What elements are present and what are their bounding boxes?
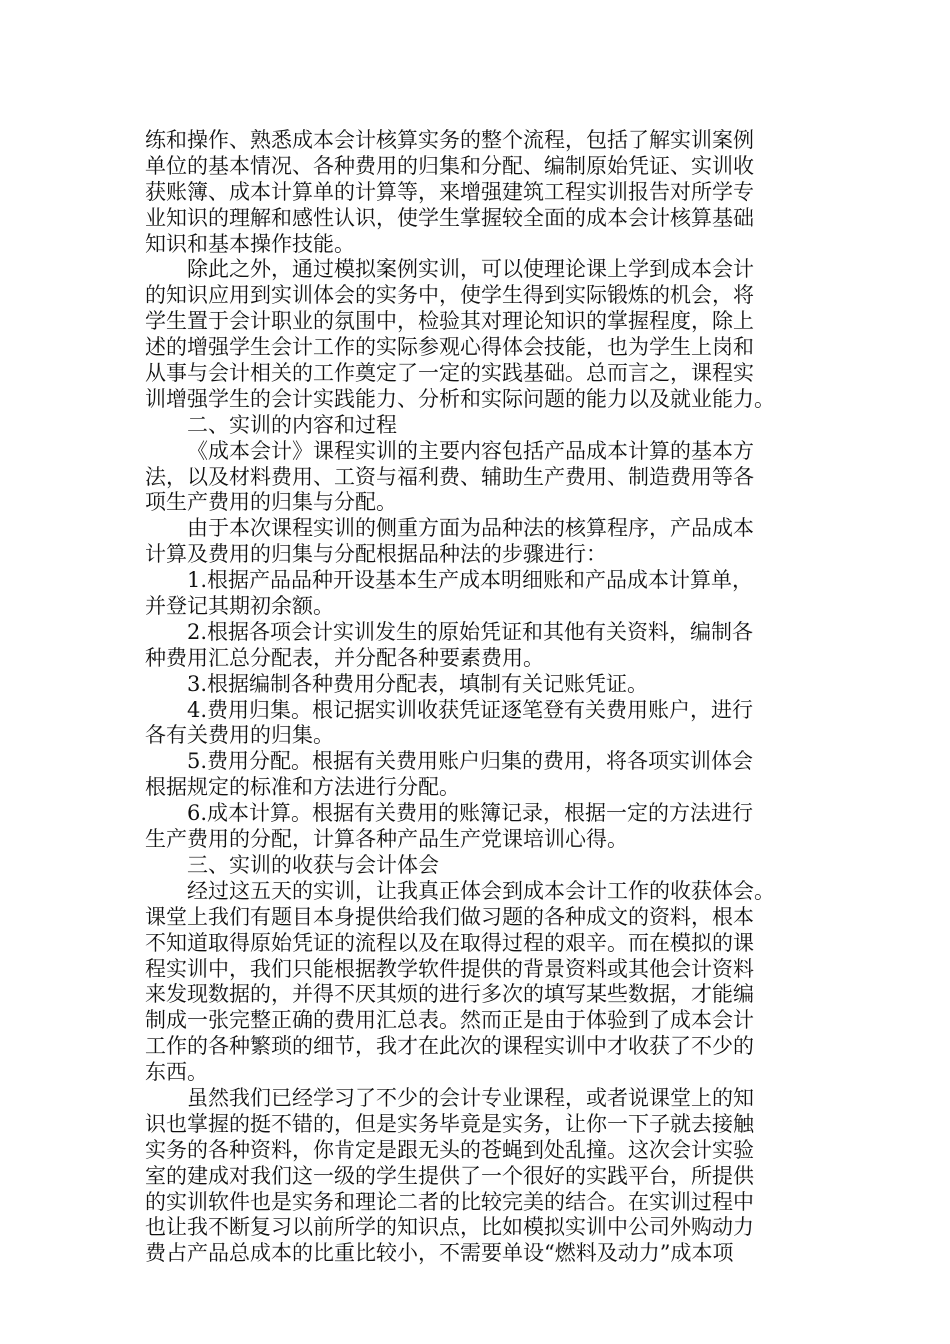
text-line: 各有关费用的归集。 [145, 723, 334, 748]
text-line: 东西。 [145, 1060, 208, 1085]
text-line: 从事与会计相关的工作奠定了一定的实践基础。总而言之，课程实 [145, 361, 754, 386]
text-line: 程实训中，我们只能根据教学软件提供的背景资料或其他会计资料 [145, 956, 754, 981]
text-line: 并登记其期初余额。 [145, 594, 334, 619]
text-line: 的实训软件也是实务和理论二者的比较完美的结合。在实训过程中 [145, 1189, 754, 1214]
text-line: 业知识的理解和感性认识，使学生掌握较全面的成本会计核算基础 [145, 205, 754, 230]
paragraph-first-line: 5.费用分配。根据有关费用账户归集的费用，将各项实训体会 [187, 749, 754, 774]
text-line: 项生产费用的归集与分配。 [145, 490, 397, 515]
paragraph-first-line: 3.根据编制各种费用分配表，填制有关记账凭证。 [187, 671, 649, 696]
text-line: 不知道取得原始凭证的流程以及在取得过程的艰辛。而在模拟的课 [145, 930, 754, 955]
paragraph-first-line: 三、实训的收获与会计体会 [187, 852, 439, 877]
text-line: 述的增强学生会计工作的实际参观心得体会技能，也为学生上岗和 [145, 335, 754, 360]
text-line: 的知识应用到实训体会的实务中，使学生得到实际锻炼的机会，将 [145, 283, 754, 308]
text-line: 单位的基本情况、各种费用的归集和分配、编制原始凭证、实训收 [145, 153, 754, 178]
paragraph-first-line: 虽然我们已经学习了不少的会计专业课程，或者说课堂上的知 [187, 1085, 754, 1110]
text-line: 生产费用的分配，计算各种产品生产党课培训心得。 [145, 827, 628, 852]
paragraph-first-line: 4.费用归集。根记据实训收获凭证逐笔登有关费用账户，进行 [187, 697, 754, 722]
text-line: 制成一张完整正确的费用汇总表。然而正是由于体验到了成本会计 [145, 1008, 754, 1033]
text-line: 费占产品总成本的比重比较小，不需要单设“燃料及动力”成本项 [145, 1241, 734, 1266]
text-line: 来发现数据的，并得不厌其烦的进行多次的填写某些数据，才能编 [145, 982, 754, 1007]
text-line: 根据规定的标准和方法进行分配。 [145, 775, 460, 800]
text-line: 课堂上我们有题目本身提供给我们做习题的各种成文的资料，根本 [145, 904, 754, 929]
paragraph-first-line: 由于本次课程实训的侧重方面为品种法的核算程序，产品成本 [187, 516, 754, 541]
text-line: 训增强学生的会计实践能力、分析和实际问题的能力以及就业能力。 [145, 386, 775, 411]
text-line: 室的建成对我们这一级的学生提供了一个很好的实践平台，所提供 [145, 1163, 754, 1188]
text-line: 知识和基本操作技能。 [145, 231, 355, 256]
text-line: 获账簿、成本计算单的计算等，来增强建筑工程实训报告对所学专 [145, 179, 754, 204]
text-line: 学生置于会计职业的氛围中，检验其对理论知识的掌握程度，除上 [145, 309, 754, 334]
text-line: 也让我不断复习以前所学的知识点，比如模拟实训中公司外购动力 [145, 1215, 754, 1240]
text-line: 实务的各种资料，你肯定是跟无头的苍蝇到处乱撞。这次会计实验 [145, 1137, 754, 1162]
text-line: 法，以及材料费用、工资与福利费、辅助生产费用、制造费用等各 [145, 464, 754, 489]
text-line: 计算及费用的归集与分配根据品种法的步骤进行： [145, 542, 607, 567]
paragraph-first-line: 2.根据各项会计实训发生的原始凭证和其他有关资料，编制各 [187, 619, 754, 644]
document-body [145, 128, 815, 1267]
text-line: 工作的各种繁琐的细节，我才在此次的课程实训中才收获了不少的 [145, 1034, 754, 1059]
paragraph-first-line: 1.根据产品品种开设基本生产成本明细账和产品成本计算单， [187, 568, 754, 593]
paragraph-first-line: 《成本会计》课程实训的主要内容包括产品成本计算的基本方 [187, 438, 754, 463]
paragraph-first-line: 二、实训的内容和过程 [187, 412, 397, 437]
text-line: 种费用汇总分配表，并分配各种要素费用。 [145, 645, 544, 670]
paragraph-first-line: 经过这五天的实训，让我真正体会到成本会计工作的收获体会。 [187, 878, 775, 903]
paragraph-first-line: 除此之外，通过模拟案例实训，可以使理论课上学到成本会计 [187, 257, 754, 282]
text-line: 练和操作、熟悉成本会计核算实务的整个流程，包括了解实训案例 [145, 128, 754, 152]
paragraph-first-line: 6.成本计算。根据有关费用的账簿记录，根据一定的方法进行 [187, 801, 754, 826]
text-line: 识也掌握的挺不错的，但是实务毕竟是实务，让你一下子就去接触 [145, 1111, 754, 1136]
